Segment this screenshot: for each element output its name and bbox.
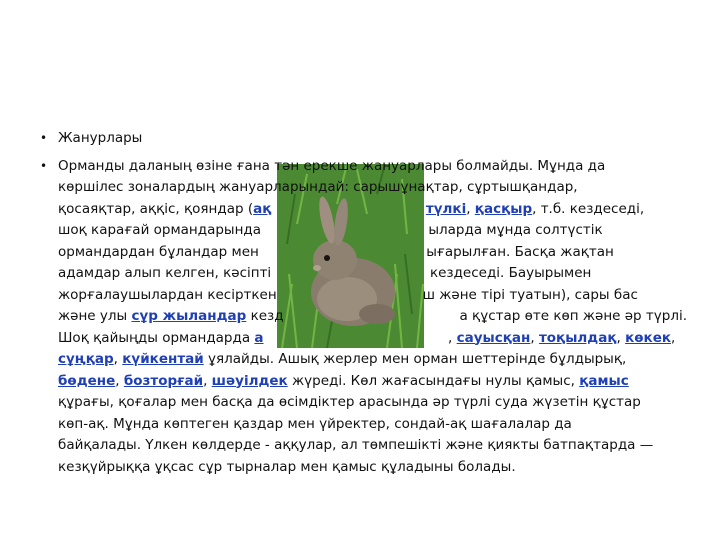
text-run: ормандардан бұландар мен ығарылған. Басқа жақтан [58, 243, 614, 260]
text-run: кезд а құстар өте көп және әр түрлі. [246, 308, 688, 324]
term-link[interactable]: а [254, 329, 264, 346]
text-run: жүреді. Көл жағасындағы нулы қамыс, [287, 372, 580, 389]
text-run: , т.б. кездеседі, [532, 200, 645, 217]
text-run: , [203, 372, 212, 389]
bullet-item-paragraph [40, 156, 688, 479]
paragraph-line [58, 371, 680, 393]
text-run: ұялайды. Ашық жерлер мен орман шеттерінде бұлдырық, [203, 351, 627, 367]
text-run: , [113, 351, 123, 367]
paragraph-line [58, 285, 680, 307]
text-run: байқалады. Үлкен көлдерде - аққулар, ал төмпешікті және қиякты батпақтарда — [58, 437, 654, 453]
text-run: жорғалаушылардан кесірткен ш және тірі туатын), сары бас [58, 286, 638, 303]
text-run: көп-ақ. Мұнда көптеген қаздар мен үйректер, сондай-ақ шағалалар да [58, 415, 572, 432]
text-run: қосаяқтар, аққіс, қояндар ( [58, 200, 254, 217]
text-run: адамдар алып келген, кәсіпті кездеседі. Бауырымен [58, 265, 592, 281]
paragraph-line [58, 242, 680, 264]
bullet-item-title [40, 128, 680, 150]
term-link[interactable]: ақ [253, 200, 272, 217]
text-run: , [530, 329, 539, 346]
paragraph-line [58, 414, 680, 436]
paragraph-line [58, 392, 680, 414]
text-run: Орманды даланың өзіне ғана тән ерекше жануарлары болмайды. Мұнда да [58, 157, 606, 174]
text-run: Шоқ қайыңды ормандарда [58, 329, 255, 346]
text-run: кезқүйрыққа ұқсас сұр тырналар мен қамыс құладыны болады. [58, 458, 516, 475]
paragraph-line [58, 220, 680, 242]
term-link[interactable]: қамыс [579, 372, 629, 389]
paragraph-line [58, 349, 680, 371]
term-link[interactable]: шәуілдек [211, 372, 288, 389]
term-link[interactable]: көкек [625, 329, 672, 346]
text-run: , [616, 329, 626, 346]
text-run: , [671, 329, 676, 346]
text-run: құрағы, қоғалар мен басқа да өсімдіктер арасында әр түрлі суда жүзетін құстар [58, 394, 641, 410]
term-link[interactable]: тоқылдақ [538, 329, 617, 346]
paragraph-line [58, 328, 680, 350]
paragraph-line [58, 457, 680, 479]
text-run: , [115, 372, 124, 389]
text-run [271, 201, 426, 217]
term-link[interactable]: бозторғай [123, 372, 204, 389]
bullet-marker: • [40, 131, 48, 145]
text-run: , [263, 329, 457, 346]
paragraph-line [58, 263, 680, 285]
paragraph-line [58, 177, 680, 199]
text-run: көршілес зоналардың жануарларындай: сарышұнақтар, сұртышқандар, [58, 179, 578, 195]
paragraph-line [58, 306, 688, 328]
text-run: , [466, 200, 475, 217]
term-link[interactable]: күйкентай [122, 351, 204, 367]
term-link[interactable]: түлкі [425, 200, 467, 217]
paragraph-line [58, 199, 680, 221]
body-paragraph [58, 156, 688, 479]
term-link[interactable]: бөдене [58, 372, 116, 389]
section-heading: Жанурлары [58, 130, 143, 146]
text-run: және улы [58, 308, 132, 324]
term-link[interactable]: сұр жыландар [131, 308, 247, 324]
term-link[interactable]: қасқыр [474, 200, 533, 217]
bullet-marker: • [40, 158, 48, 173]
term-link[interactable]: сұңқар [58, 351, 114, 367]
term-link[interactable]: сауысқан [456, 329, 531, 346]
paragraph-line [58, 435, 680, 457]
paragraph-line [58, 156, 680, 178]
slide-content [40, 128, 688, 484]
text-run: шоқ карағай ормандарында ыларда мұнда солтүстік [58, 222, 603, 238]
